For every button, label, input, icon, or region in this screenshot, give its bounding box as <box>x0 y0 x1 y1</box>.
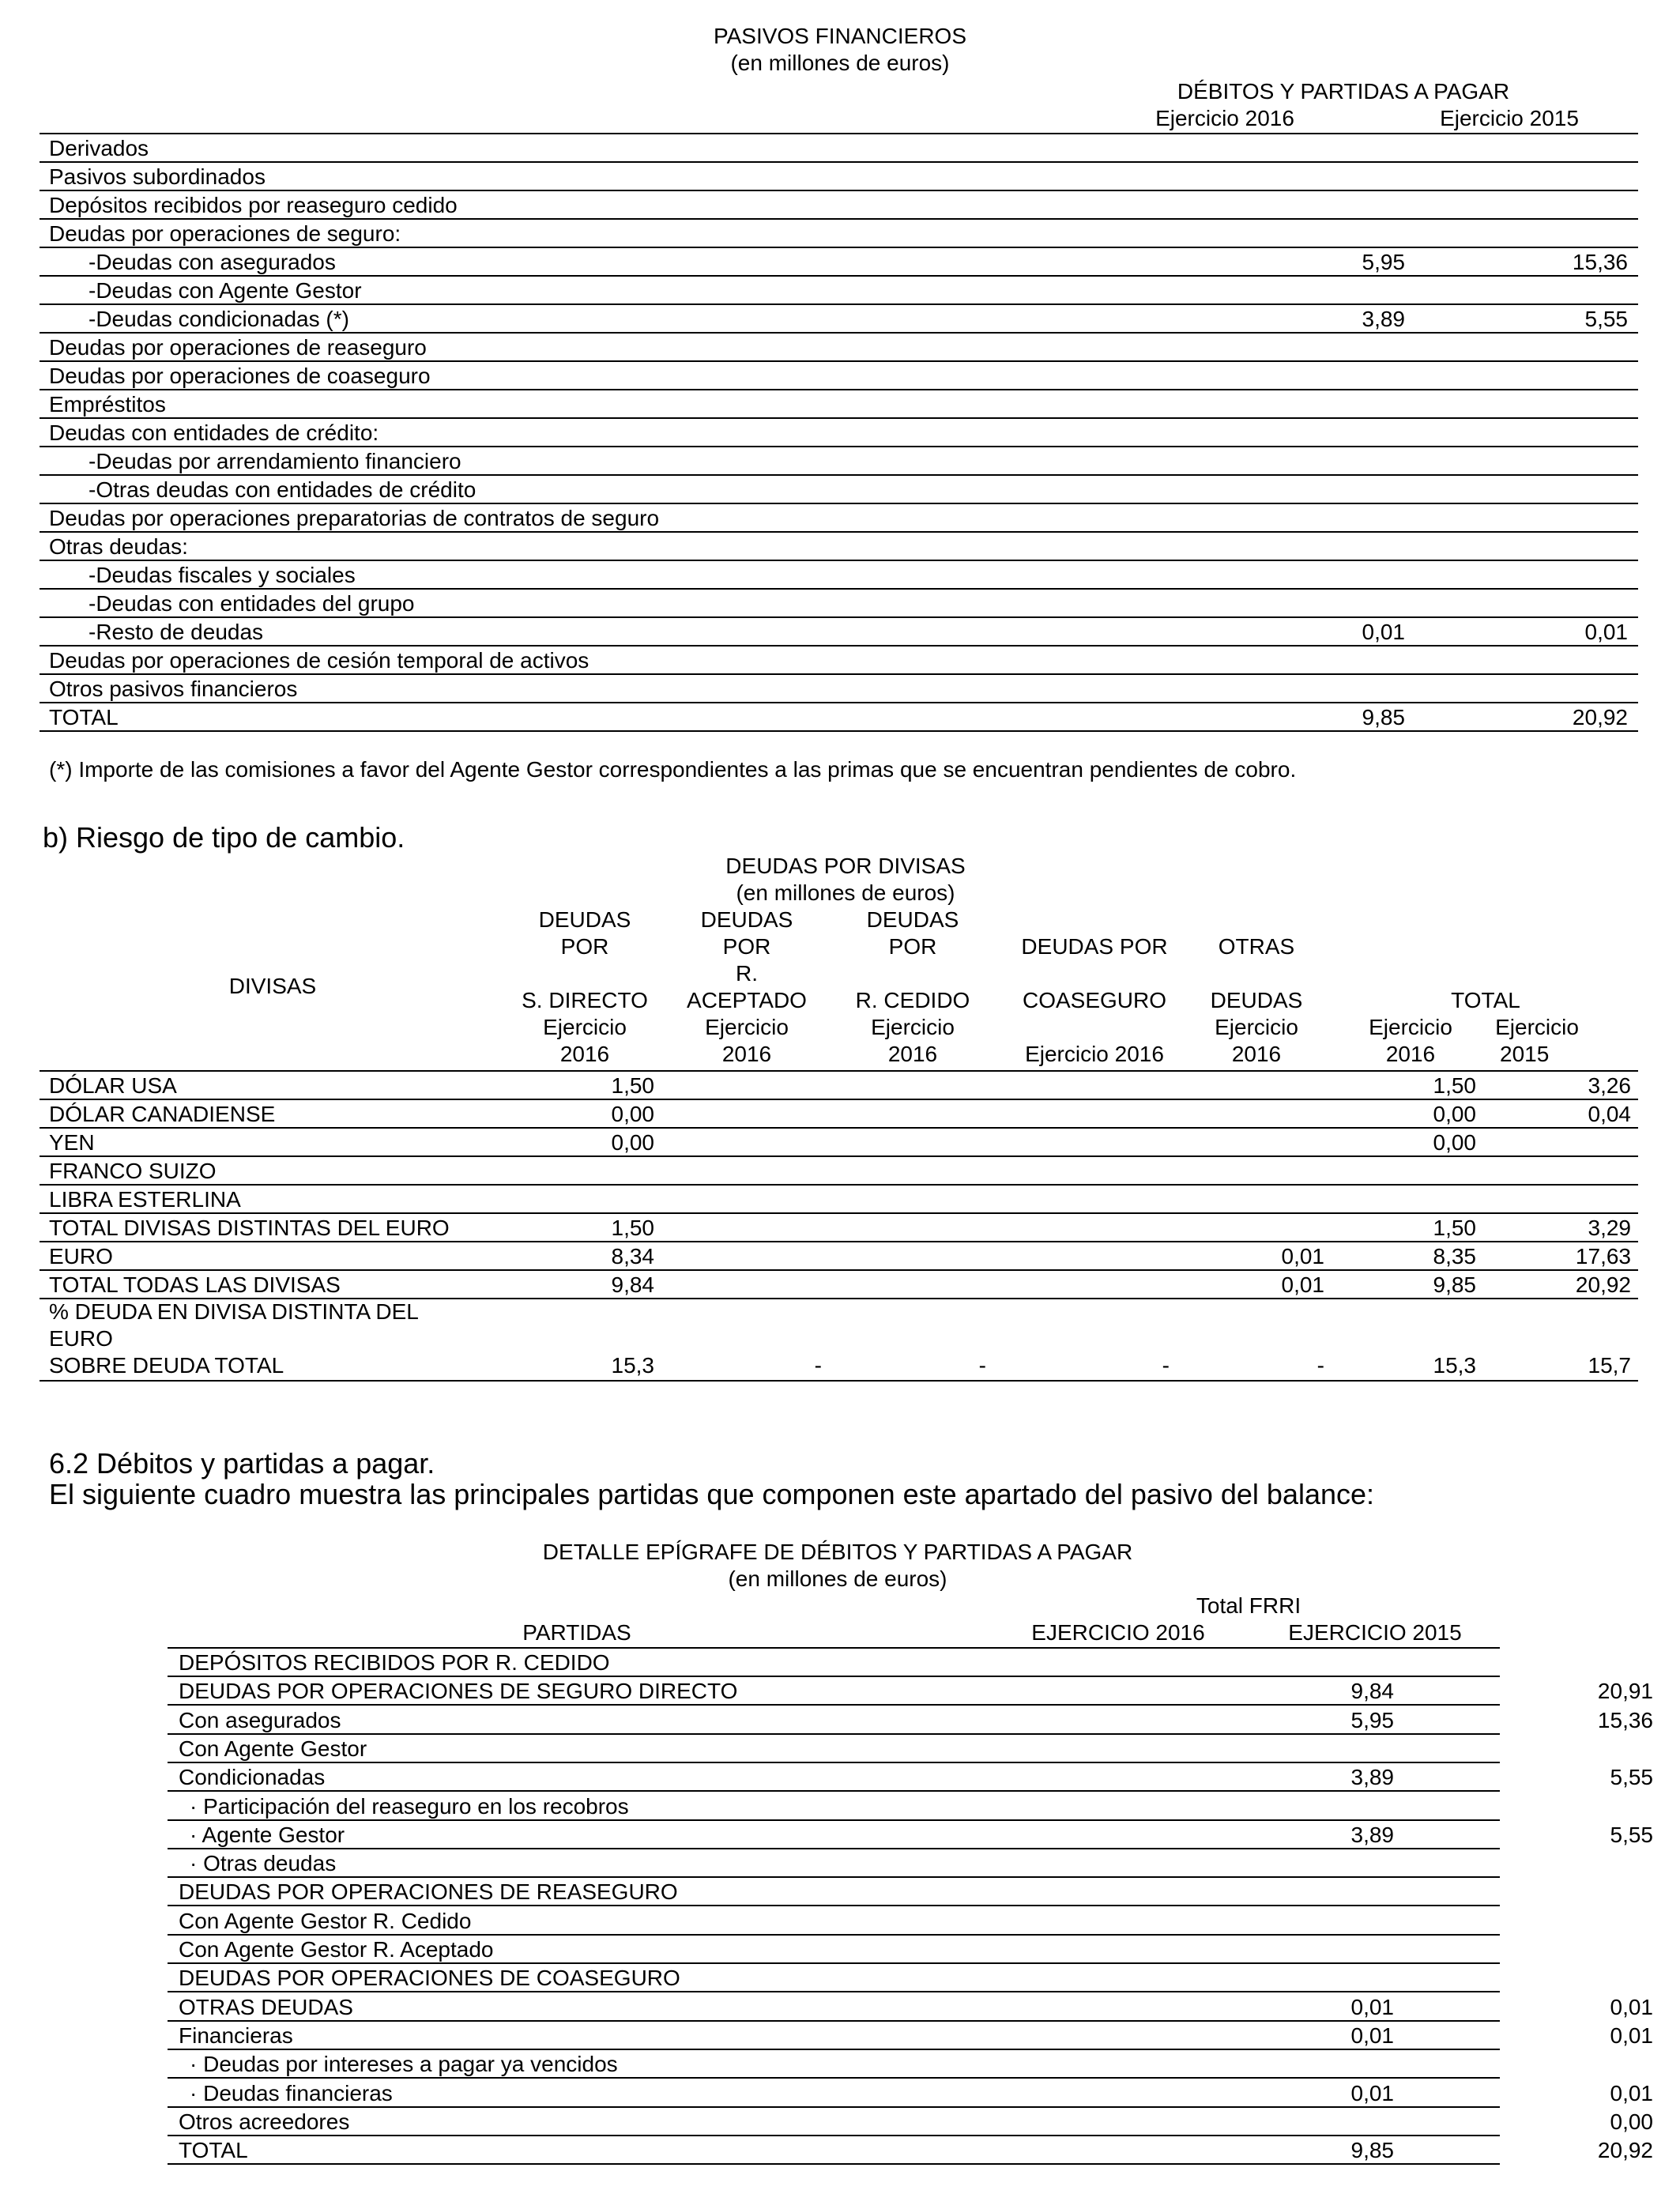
t3-row <box>168 1649 1500 1677</box>
t3-row <box>168 2079 1653 2108</box>
t2-divisas-header: DIVISAS <box>228 974 317 998</box>
t2-row-t16: 1,50 <box>1433 1216 1476 1240</box>
t1-row-label: -Deudas con entidades del grupo <box>89 591 415 616</box>
t2-pct-label-1: % DEUDA EN DIVISA DISTINTA DEL <box>49 1299 419 1324</box>
t1-row-label: -Resto de deudas <box>89 620 264 644</box>
t2-row-label: YEN <box>49 1130 95 1155</box>
t2-row-t15: 3,29 <box>1588 1216 1631 1240</box>
t3-row <box>168 1706 1653 1735</box>
t1-row-2015: 5,55 <box>1584 307 1628 331</box>
t2-row-sd: 8,34 <box>611 1244 654 1269</box>
t1-row-label: Deudas por operaciones de cesión temporal de activos <box>49 648 590 673</box>
t1-col-2015: Ejercicio 2015 <box>1440 106 1579 130</box>
t3-row-2015: 0,00 <box>1610 2109 1653 2134</box>
t3-row-2015: 0,01 <box>1610 2023 1653 2048</box>
t1-row <box>40 447 1638 476</box>
t2-h-total: TOTAL <box>1451 988 1520 1012</box>
t2-h-rc4: Ejercicio <box>871 1015 955 1039</box>
t3-row-label: Financieras <box>179 2023 293 2048</box>
t2-row-sd: 0,00 <box>611 1102 654 1126</box>
t3-row <box>168 1763 1653 1792</box>
t3-row <box>168 1793 1500 1821</box>
t3-col-2015: EJERCICIO 2015 <box>1288 1620 1462 1645</box>
t3-row-2016: 0,01 <box>1350 1995 1394 2019</box>
t2-row-t16: 0,00 <box>1433 1102 1476 1126</box>
t2-h-sd3: S. DIRECTO <box>522 988 648 1012</box>
t3-row-label: DEUDAS POR OPERACIONES DE SEGURO DIRECTO <box>179 1679 738 1703</box>
t3-total-frri: Total FRRI <box>1196 1593 1301 1618</box>
t1-row <box>40 561 1638 590</box>
t2-h-t16a: Ejercicio <box>1369 1015 1452 1039</box>
t3-row-label: Condicionadas <box>179 1765 326 1789</box>
t2-row-label: EURO <box>49 1244 113 1269</box>
t2-pct-sd: 15,3 <box>611 1353 654 1378</box>
t3-row-2015: 15,36 <box>1597 1708 1653 1732</box>
t1-row-label: Deudas por operaciones de seguro: <box>49 221 401 246</box>
t1-row-label: -Deudas por arrendamiento financiero <box>89 449 461 473</box>
t3-row-2016: 9,84 <box>1350 1679 1394 1703</box>
t1-row <box>40 134 1638 163</box>
t2-pct-ra: - <box>814 1353 822 1378</box>
t1-row-label: Otros pasivos financieros <box>49 677 298 701</box>
t3-row-label: TOTAL <box>179 2138 248 2162</box>
t1-row-label: Empréstitos <box>49 392 166 417</box>
t2-pct-rc: - <box>978 1353 986 1378</box>
t1-row <box>40 618 1638 647</box>
t2-h-ot1: OTRAS <box>1218 934 1295 959</box>
t2-pct-t16: 15,3 <box>1433 1353 1476 1378</box>
t2-row-label: TOTAL DIVISAS DISTINTAS DEL EURO <box>49 1216 450 1240</box>
t3-row-2016: 0,01 <box>1350 2081 1394 2105</box>
t3-row-label: · Participación del reaseguro en los recobros <box>190 1794 629 1819</box>
t3-partidas-header: PARTIDAS <box>522 1620 631 1645</box>
section-62-heading: 6.2 Débitos y partidas a pagar. <box>49 1447 435 1480</box>
t1-row <box>40 703 1638 732</box>
t2-h-ra4: ACEPTADO <box>687 988 807 1012</box>
t2-row-t15: 20,92 <box>1575 1272 1631 1297</box>
t3-col-2016: EJERCICIO 2016 <box>1031 1620 1205 1645</box>
t2-h-ra2: POR <box>722 934 771 959</box>
t2-row-sd: 1,50 <box>611 1216 654 1240</box>
t1-row <box>40 362 1638 390</box>
t1-row-label: Otras deudas: <box>49 534 188 559</box>
t3-row <box>168 1849 1500 1878</box>
t3-row <box>168 2050 1500 2079</box>
t1-row-label: -Deudas con Agente Gestor <box>89 278 362 303</box>
t2-row-sd: 0,00 <box>611 1130 654 1155</box>
t1-row <box>40 163 1638 191</box>
t3-row-2016: 5,95 <box>1350 1708 1394 1732</box>
t3-row-2015: 0,01 <box>1610 1995 1653 2019</box>
t1-col-2016: Ejercicio 2016 <box>1155 106 1294 130</box>
t3-row-2016: 0,01 <box>1350 2023 1394 2048</box>
t1-row-2015: 20,92 <box>1572 705 1628 729</box>
t1-row <box>40 334 1638 362</box>
t2-row-label: FRANCO SUIZO <box>49 1159 217 1183</box>
t2-row-t16: 9,85 <box>1433 1272 1476 1297</box>
t2-row <box>40 1186 1638 1214</box>
t3-row <box>168 1735 1500 1763</box>
t3-row-label: · Agente Gestor <box>190 1823 345 1847</box>
t2-row-t15: 0,04 <box>1588 1102 1631 1126</box>
t1-row-label: TOTAL <box>49 705 119 729</box>
t2-h-t15a: Ejercicio <box>1495 1015 1579 1039</box>
t2-row-t16: 8,35 <box>1433 1244 1476 1269</box>
t3-row-label: DEUDAS POR OPERACIONES DE COASEGURO <box>179 1966 680 1990</box>
t1-row <box>40 390 1638 419</box>
t2-row <box>40 1100 1638 1129</box>
t2-row-label: DÓLAR USA <box>49 1073 177 1098</box>
t1-row <box>40 248 1638 277</box>
t1-row-label: Pasivos subordinados <box>49 164 266 189</box>
t2-row-label: DÓLAR CANADIENSE <box>49 1102 276 1126</box>
t1-row <box>40 504 1638 533</box>
t3-row <box>168 1964 1500 1992</box>
t3-row-label: Otros acreedores <box>179 2109 350 2134</box>
t1-row <box>40 305 1638 334</box>
t2-row-ot: 0,01 <box>1281 1272 1324 1297</box>
t3-row <box>168 2108 1653 2136</box>
t2-row-sd: 9,84 <box>611 1272 654 1297</box>
t1-row <box>40 647 1638 675</box>
t1-row-label: Deudas por operaciones de coaseguro <box>49 364 431 388</box>
t2-h-rc5: 2016 <box>887 1042 938 1066</box>
t1-row <box>40 590 1638 618</box>
t1-row-label: Derivados <box>49 136 149 160</box>
t1-row <box>40 533 1638 561</box>
t2-row-t16: 1,50 <box>1433 1073 1476 1098</box>
t1-row <box>40 191 1638 220</box>
t1-row-label: -Deudas fiscales y sociales <box>89 563 356 587</box>
t3-row-label: DEUDAS POR OPERACIONES DE REASEGURO <box>179 1879 678 1904</box>
t1-row <box>40 476 1638 504</box>
t2-h-ot3: Ejercicio <box>1215 1015 1298 1039</box>
t1-row-label: -Otras deudas con entidades de crédito <box>89 477 477 502</box>
t1-row-label: -Deudas condicionadas (*) <box>89 307 349 331</box>
t1-row <box>40 277 1638 305</box>
t3-row-label: OTRAS DEUDAS <box>179 1995 353 2019</box>
t2-row <box>40 1072 1638 1100</box>
t3-row <box>168 1677 1653 1706</box>
t1-row <box>40 419 1638 447</box>
t2-h-ra6: 2016 <box>721 1042 772 1066</box>
t3-row <box>168 1936 1500 1964</box>
t3-row-label: DEPÓSITOS RECIBIDOS POR R. CEDIDO <box>179 1650 610 1675</box>
t2-subtitle: (en millones de euros) <box>736 880 955 905</box>
t2-pct-ot: - <box>1317 1353 1324 1378</box>
t1-row <box>40 220 1638 248</box>
t3-row-2016: 3,89 <box>1350 1823 1394 1847</box>
t1-row-label: Deudas con entidades de crédito: <box>49 420 379 445</box>
t1-title: PASIVOS FINANCIEROS <box>714 24 966 48</box>
t2-h-co3: Ejercicio 2016 <box>1025 1042 1164 1066</box>
t3-row <box>168 1878 1500 1906</box>
t3-row-2015: 5,55 <box>1610 1765 1653 1789</box>
t3-row <box>168 2136 1653 2165</box>
t2-h-sd4: Ejercicio <box>543 1015 627 1039</box>
t3-row <box>168 1821 1653 1849</box>
t3-row <box>168 2022 1653 2050</box>
t1-group-header: DÉBITOS Y PARTIDAS A PAGAR <box>1177 79 1510 104</box>
t1-row-label: Deudas por operaciones de reaseguro <box>49 335 427 360</box>
t2-pct-co: - <box>1162 1353 1170 1378</box>
t3-row <box>168 1907 1500 1936</box>
t3-row-label: Con asegurados <box>179 1708 341 1732</box>
t3-row-2015: 5,55 <box>1610 1823 1653 1847</box>
t2-h-rc1: DEUDAS <box>866 907 959 932</box>
t3-subtitle: (en millones de euros) <box>728 1566 947 1591</box>
t2-h-ra5: Ejercicio <box>705 1015 789 1039</box>
t2-row-sd: 1,50 <box>611 1073 654 1098</box>
t2-row-ot: 0,01 <box>1281 1244 1324 1269</box>
t1-row-label: Depósitos recibidos por reaseguro cedido <box>49 193 458 217</box>
t2-row <box>40 1129 1638 1157</box>
t1-subtitle: (en millones de euros) <box>730 51 950 75</box>
t3-row-2016: 9,85 <box>1350 2138 1394 2162</box>
t2-h-sd2: POR <box>560 934 609 959</box>
t2-row <box>40 1214 1638 1242</box>
t3-row-label: · Deudas financieras <box>190 2081 393 2105</box>
t2-h-sd5: 2016 <box>559 1042 610 1066</box>
t3-row-2015: 0,01 <box>1610 2081 1653 2105</box>
t3-row-label: Con Agente Gestor R. Aceptado <box>179 1937 494 1962</box>
t2-row-t15: 17,63 <box>1575 1244 1631 1269</box>
t2-row-t15: 3,26 <box>1588 1073 1631 1098</box>
t1-row <box>40 675 1638 703</box>
section-62-text: El siguiente cuadro muestra las principales partidas que componen este apartado del pasivo del balance: <box>49 1478 1375 1510</box>
t1-row-2016: 3,89 <box>1362 307 1405 331</box>
t3-row-label: · Deudas por intereses a pagar ya vencidos <box>190 2052 618 2076</box>
t1-footnote: (*) Importe de las comisiones a favor del Agente Gestor correspondientes a las primas que se encuentran pendientes de cobro. <box>49 757 1297 782</box>
t2-h-sd1: DEUDAS <box>538 907 631 932</box>
t1-row-2016: 5,95 <box>1362 250 1405 274</box>
t2-h-rc3: R. CEDIDO <box>855 988 970 1012</box>
t3-row-2016: 3,89 <box>1350 1765 1394 1789</box>
t3-row-2015: 20,92 <box>1597 2138 1653 2162</box>
section-b-heading: b) Riesgo de tipo de cambio. <box>43 821 405 854</box>
t3-row-label: · Otras deudas <box>190 1851 337 1875</box>
t2-h-co1: DEUDAS POR <box>1021 934 1168 959</box>
t3-row-label: Con Agente Gestor R. Cedido <box>179 1909 472 1933</box>
t2-row-label: TOTAL TODAS LAS DIVISAS <box>49 1272 341 1297</box>
t2-row <box>40 1271 1638 1299</box>
t2-h-t15b: 2015 <box>1500 1042 1550 1066</box>
t2-h-ot2: DEUDAS <box>1210 988 1303 1012</box>
t1-row-label: -Deudas con asegurados <box>89 250 336 274</box>
t2-row-t16: 0,00 <box>1433 1130 1476 1155</box>
t2-h-ra1: DEUDAS <box>700 907 793 932</box>
t2-row-label: LIBRA ESTERLINA <box>49 1187 241 1212</box>
t2-pct-t15: 15,7 <box>1588 1353 1631 1378</box>
t1-row-2015: 15,36 <box>1572 250 1628 274</box>
t2-h-t16b: 2016 <box>1385 1042 1436 1066</box>
t1-row-2016: 9,85 <box>1362 705 1405 729</box>
t3-title: DETALLE EPÍGRAFE DE DÉBITOS Y PARTIDAS A PAGAR <box>542 1540 1133 1564</box>
t2-row <box>40 1157 1638 1186</box>
t1-row-2016: 0,01 <box>1362 620 1405 644</box>
t2-h-ot4: 2016 <box>1231 1042 1282 1066</box>
t1-row-label: Deudas por operaciones preparatorias de contratos de seguro <box>49 506 660 530</box>
t2-pct-label-3: SOBRE DEUDA TOTAL <box>49 1353 284 1378</box>
t2-h-ra3: R. <box>736 961 758 986</box>
t2-row <box>40 1242 1638 1271</box>
t3-row-2015: 20,91 <box>1597 1679 1653 1703</box>
t2-bottom-rule <box>40 1380 1638 1382</box>
t3-row <box>168 1993 1653 2022</box>
t1-row-2015: 0,01 <box>1584 620 1628 644</box>
t2-h-co2: COASEGURO <box>1022 988 1167 1012</box>
t2-title: DEUDAS POR DIVISAS <box>725 854 966 878</box>
t2-pct-label-2: EURO <box>49 1326 113 1351</box>
t2-h-rc2: POR <box>888 934 937 959</box>
t3-row-label: Con Agente Gestor <box>179 1736 367 1761</box>
